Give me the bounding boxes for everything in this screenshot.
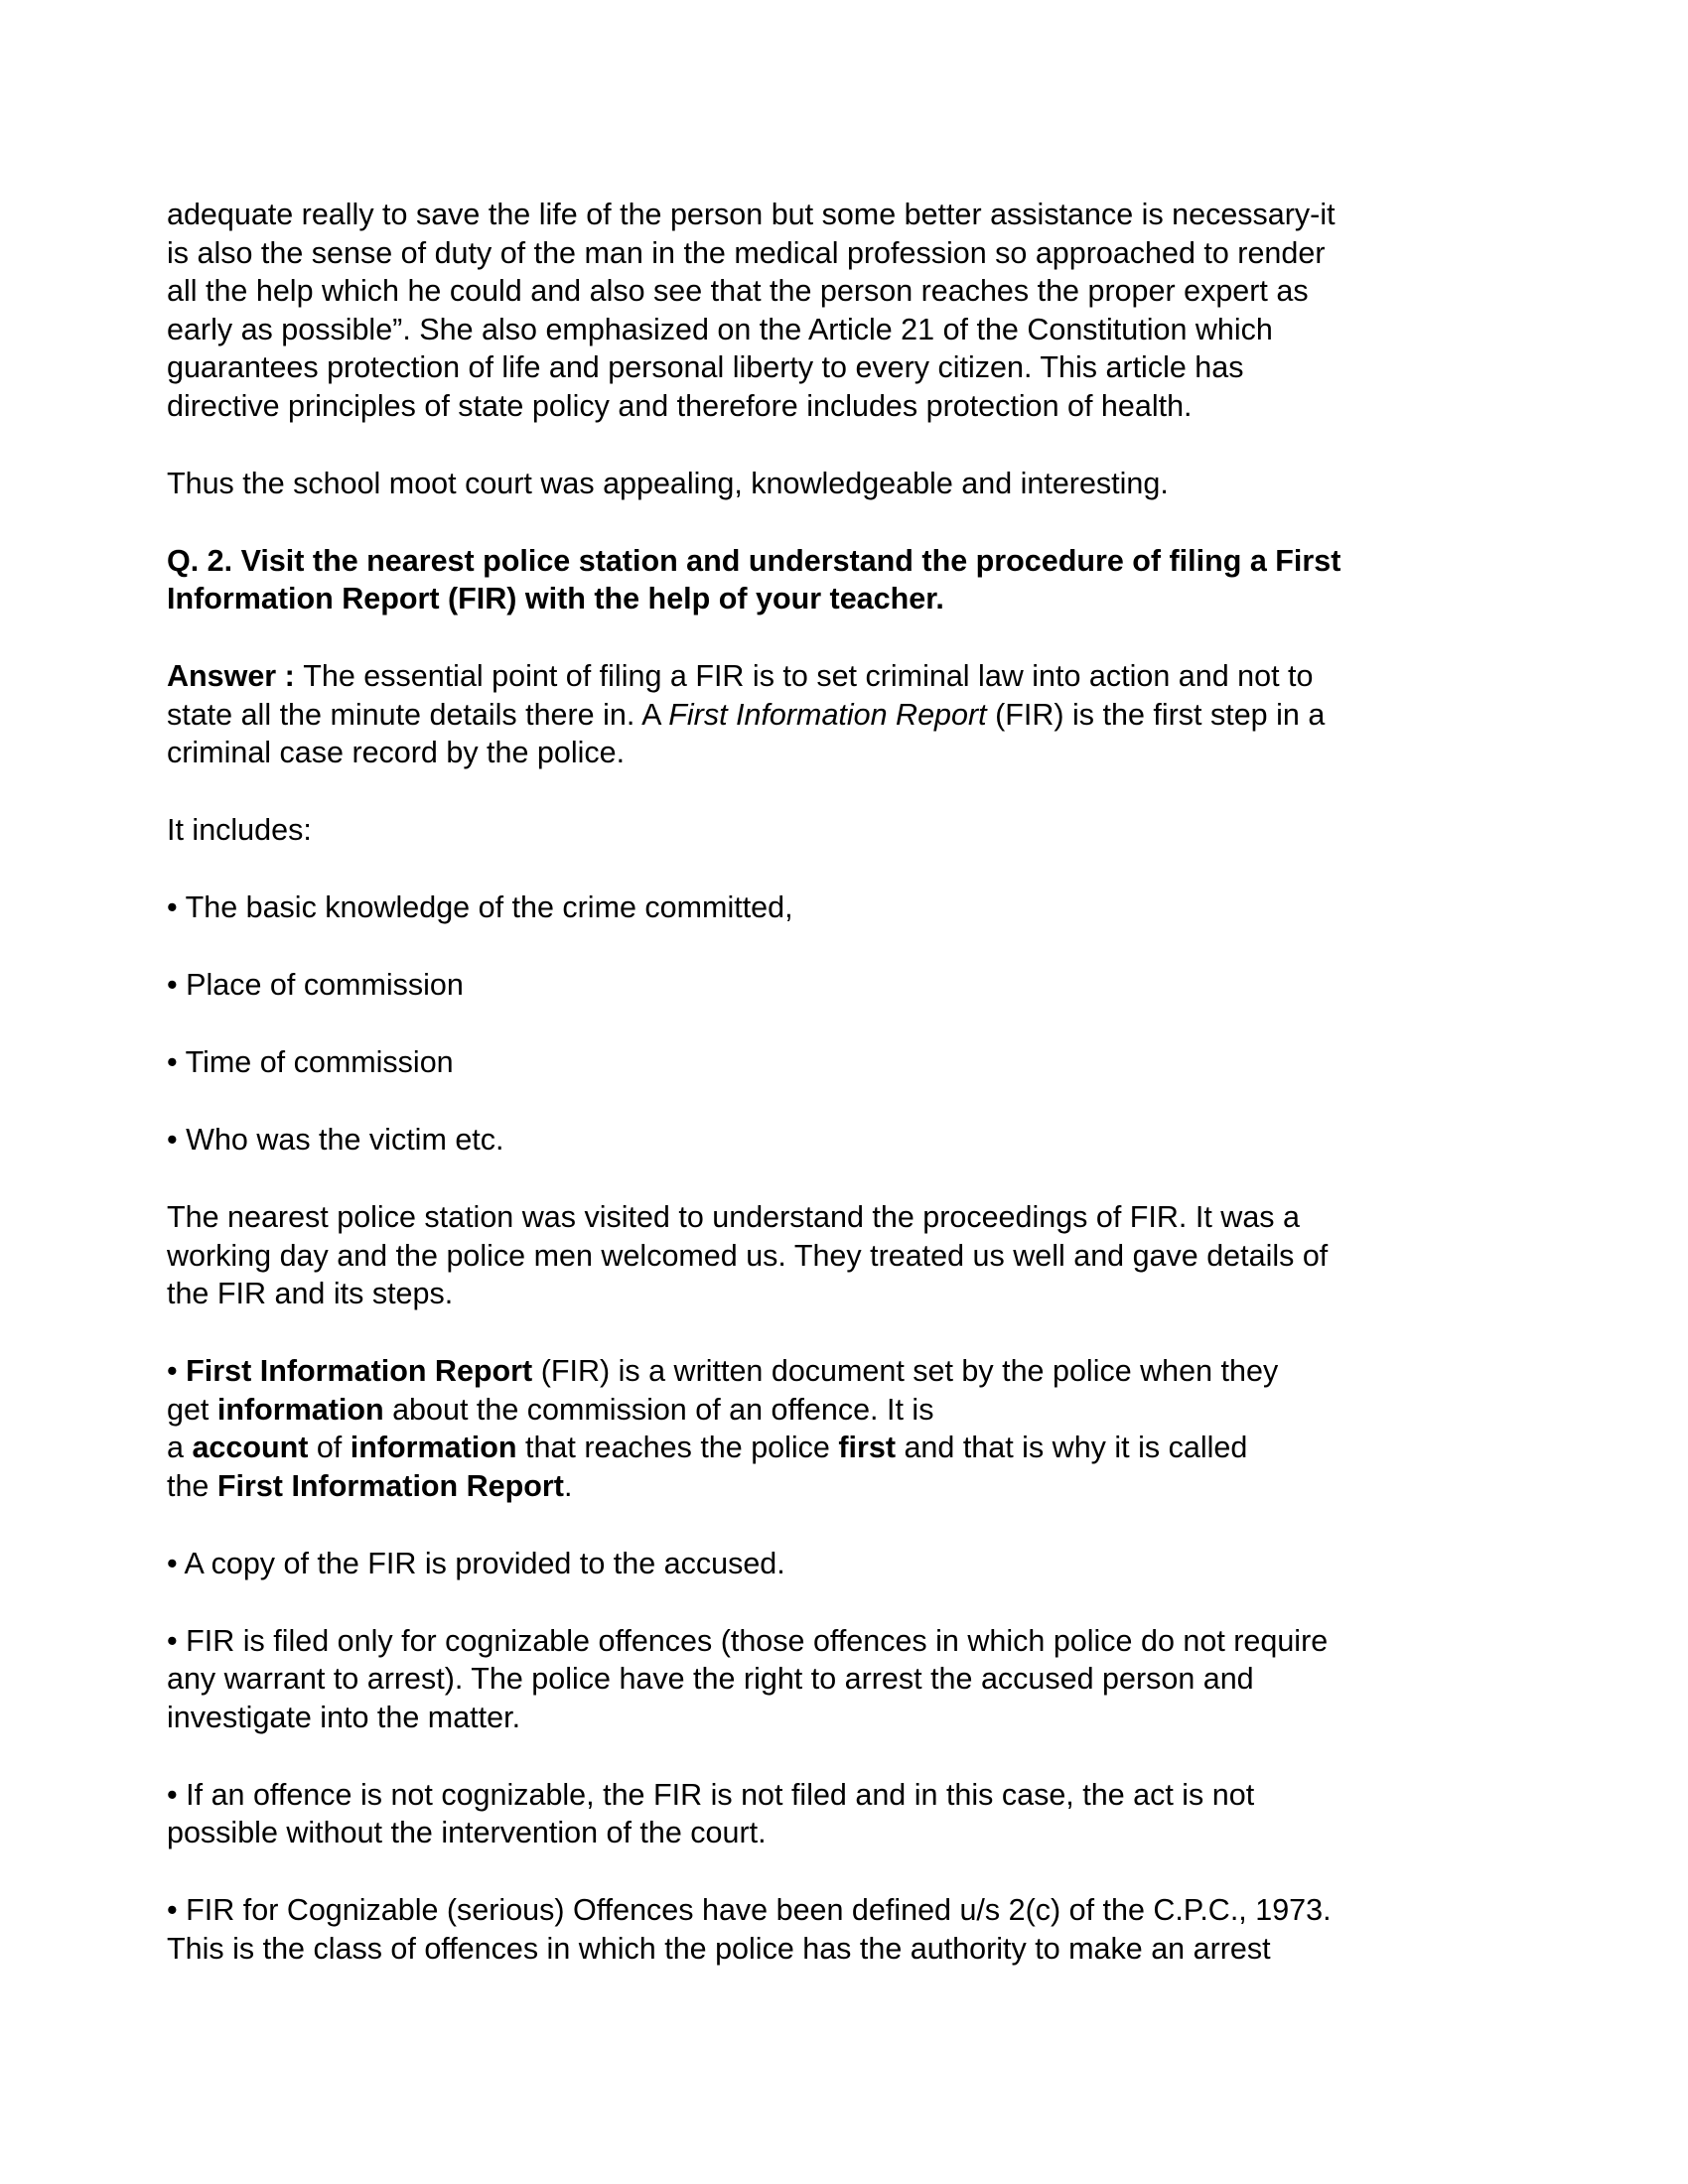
text-segment: This is the class of offences in which the police has the authority to make an arrest <box>167 1931 1271 1966</box>
text-segment: • Who was the victim etc. <box>167 1123 504 1157</box>
bullet-item-11 <box>167 1352 1552 1505</box>
bullet-item-6 <box>167 888 1552 927</box>
text-segment: all the help which he could and also see that the person reaches the proper expert as <box>167 274 1309 308</box>
text-segment: and that is why it is called <box>895 1431 1248 1464</box>
body-paragraph-5 <box>167 811 1552 850</box>
text-segment: is also the sense of duty of the man in the medical profession so approached to render <box>167 235 1326 270</box>
text-segment: • A copy of the FIR is provided to the accused. <box>167 1546 785 1580</box>
text-segment: get <box>167 1392 217 1427</box>
text-segment: • If an offence is not cognizable, the FIR is not filed and in this case, the act is not <box>167 1777 1255 1812</box>
text-segment: • Place of commission <box>167 968 464 1002</box>
text-segment: • FIR for Cognizable (serious) Offences have been defined u/s 2(c) of the C.P.C., 1973. <box>167 1893 1332 1927</box>
text-segment: working day and the police men welcomed us. They treated us well and gave details of <box>167 1238 1329 1273</box>
text-segment: First Information Report <box>216 1468 564 1503</box>
body-paragraph-1 <box>167 196 1552 425</box>
text-segment: early as possible”. She also emphasized on the Article 21 of the Constitution which <box>167 312 1273 346</box>
text-segment: investigate into the matter. <box>167 1700 521 1734</box>
text-segment: the FIR and its steps. <box>167 1277 454 1310</box>
body-paragraph-10 <box>167 1198 1552 1313</box>
text-segment: state all the minute details there in. A <box>167 697 669 732</box>
bullet-item-13 <box>167 1622 1552 1737</box>
bullet-item-8 <box>167 1043 1552 1082</box>
text-segment: any warrant to arrest). The police have the right to arrest the accused person and <box>167 1662 1254 1696</box>
bullet-item-9 <box>167 1121 1552 1160</box>
text-segment: It includes: <box>167 813 312 847</box>
text-segment: possible without the intervention of the court. <box>167 1816 767 1849</box>
answer-paragraph-4 <box>167 657 1552 772</box>
text-segment: Q. 2. Visit the nearest police station and understand the procedure of filing a First <box>167 543 1341 578</box>
body-paragraph-2 <box>167 465 1552 503</box>
text-segment: Answer : <box>167 659 304 693</box>
text-segment: adequate really to save the life of the person but some better assistance is necessary-it <box>167 198 1336 231</box>
text-segment: First Information Report <box>186 1354 533 1388</box>
text-segment: of <box>308 1431 351 1464</box>
text-segment: • Time of commission <box>167 1045 454 1079</box>
text-segment: Thus the school moot court was appealing, knowledgeable and interesting. <box>167 466 1169 500</box>
text-segment: information <box>216 1392 384 1427</box>
text-segment: a <box>167 1431 193 1464</box>
text-segment: information <box>350 1431 517 1464</box>
bullet-item-15 <box>167 1891 1552 1968</box>
text-segment: the <box>167 1468 217 1503</box>
text-segment: • <box>167 1354 187 1388</box>
text-segment: (FIR) is the first step in a <box>986 697 1326 732</box>
text-segment: . <box>563 1468 573 1503</box>
text-segment: (FIR) is a written document set by the police when they <box>532 1354 1279 1388</box>
bullet-item-7 <box>167 966 1552 1005</box>
text-segment: first <box>838 1431 896 1464</box>
bullet-item-14 <box>167 1776 1552 1852</box>
text-segment: directive principles of state policy and therefore includes protection of health. <box>167 388 1193 423</box>
text-segment: The nearest police station was visited to understand the proceedings of FIR. It was a <box>167 1200 1300 1234</box>
text-segment: The essential point of filing a FIR is to set criminal law into action and not to <box>303 659 1314 693</box>
text-segment: criminal case record by the police. <box>167 736 626 769</box>
text-segment: • The basic knowledge of the crime committed, <box>167 890 793 924</box>
text-segment: that reaches the police <box>516 1431 839 1464</box>
bullet-item-12 <box>167 1545 1552 1583</box>
document-content <box>167 196 1552 2007</box>
text-segment: First Information Report <box>668 697 987 732</box>
text-segment: guarantees protection of life and personal liberty to every citizen. This article has <box>167 350 1244 384</box>
text-segment: about the commission of an offence. It is <box>383 1392 934 1427</box>
text-segment: • FIR is filed only for cognizable offences (those offences in which police do not require <box>167 1623 1329 1658</box>
question-heading-3 <box>167 542 1552 618</box>
text-segment: Information Report (FIR) with the help of your teacher. <box>167 582 944 615</box>
text-segment: account <box>192 1431 309 1464</box>
